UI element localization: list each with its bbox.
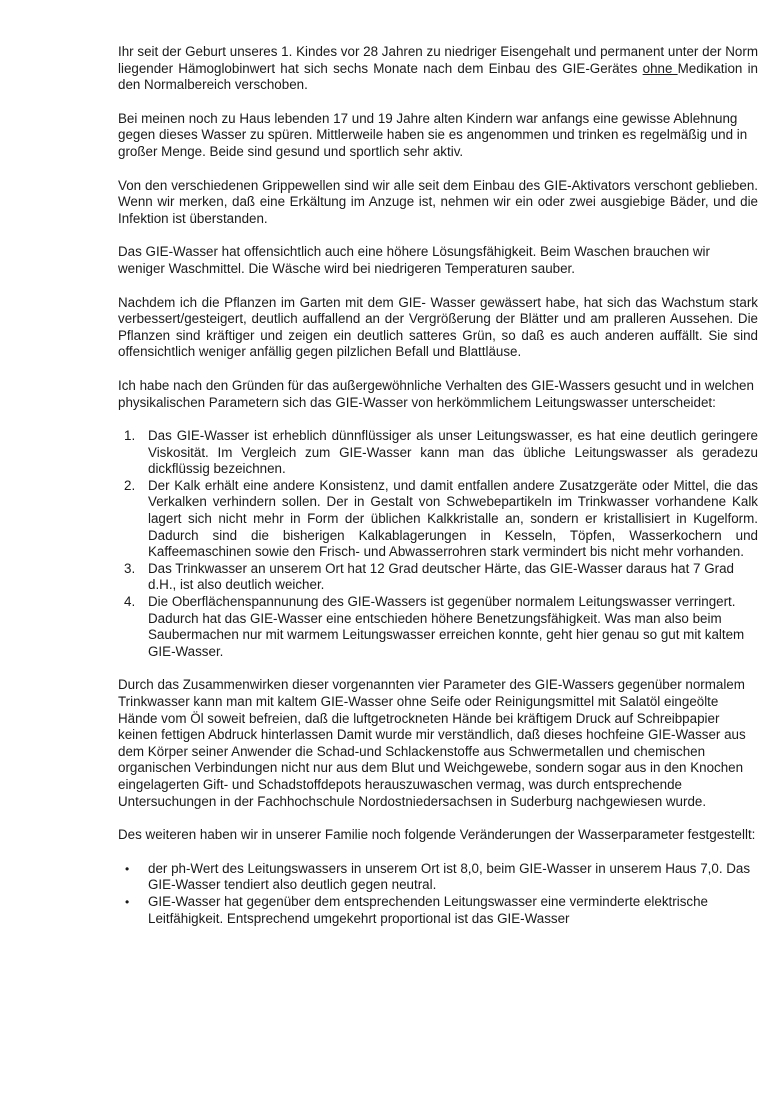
paragraph-flu: Von den verschiedenen Grippewellen sind wir alle seit dem Einbau des GIE-Aktivators verschont geblieben. Wenn wir merken, daß eine Erkältung im Anzuge ist, nehmen wir ein oder zwei ausgiebige Bäder, und die Infektion ist überstanden.	[118, 177, 758, 226]
list-number: 3.	[124, 560, 136, 576]
list-item-text: Der Kalk erhält eine andere Konsistenz, und damit entfallen andere Zusatzgeräte oder Mittel, die das Verkalken verhindern sollen. Der in Gestalt von Schwebepartikeln im Trinkwasser vorhandene Kalk lagert sich nicht mehr in Form der üblichen Kalkkristalle an, sondern er kristallisiert in Kugelform. Dadurch sind die bisherigen Kalkablagerungen in Kesseln, Töpfen, Wasserkochern und Kaffeemaschinen sowie den Frisch- und Abwasserrohren stark vermindert bis nicht mehr vorhanden.	[148, 477, 758, 560]
bullet-icon: •	[125, 894, 130, 909]
list-item-text: Die Oberflächenspannunung des GIE-Wassers ist gegenüber normalem Leitungswasser verringert. Dadurch hat das GIE-Wasser eine entschieden höhere Benetzungsfähigkeit. Was man also beim Saubermachen nur mit warmem Leitungswasser erreichen konnte, geht hier genau so gut mit kaltem GIE-Wasser.	[148, 594, 745, 659]
paragraph-reasons: Ich habe nach den Gründen für das außergewöhnliche Verhalten des GIE-Wassers gesucht und in welchen physikalischen Parametern sich das GIE-Wasser von herkömmlichem Leitungswasser unterscheidet:	[118, 377, 754, 410]
paragraph-family-changes: Des weiteren haben wir in unserer Familie noch folgende Veränderungen der Wasserparameter festgestellt:	[118, 827, 756, 843]
paragraph-washing: Das GIE-Wasser hat offensichtlich auch eine höhere Lösungsfähigkeit. Beim Waschen brauchen wir weniger Waschmittel. Die Wäsche wird bei niedrigeren Temperaturen sauber.	[118, 244, 710, 276]
list-item	[118, 861, 758, 894]
paragraph-hemoglobin	[118, 44, 758, 94]
list-item-text: GIE-Wasser hat gegenüber dem entsprechenden Leitungswasser eine verminderte elektrische Leitfähigkeit. Entsprechend umgekehrt proportional ist das GIE-Wasser	[148, 893, 708, 926]
paragraph-parameters: Durch das Zusammenwirken dieser vorgenannten vier Parameter des GIE-Wassers gegenüber normalem Trinkwasser kann man mit kaltem GIE-Wasser ohne Seife oder Reinigungsmittel mit Salatöl eingeölte Hände vom Öl soweit befreien, daß die luftgetrockneten Hände bei kräftigem Druck auf Schreibpapier keinen fettigen Abdruck hinterlassen Damit wurde mir verständlich, daß dieses hochfeine GIE-Wasser aus dem Körper seiner Anwender die Schad-und Schlackenstoffe aus Schwermetallen und chemischen organischen Verbindungen nicht nur aus dem Blut und Weichgewebe, sondern sogar aus in den Knochen eingelagerten Gift- und Schadstoffdepots herauszuwaschen vermag, was durch entsprechende Untersuchungen in der Fachhochschule Nordostniedersachsen in Suderburg nachgewiesen wurde.	[118, 677, 746, 809]
bullet-icon: •	[125, 861, 130, 876]
list-item	[118, 561, 758, 594]
paragraph-plants: Nachdem ich die Pflanzen im Garten mit dem GIE- Wasser gewässert habe, hat sich das Wachstum stark verbessert/gesteigert, deutlich auffallend an der Vergrößerung der Blätter und am pralleren Aussehen. Die Pflanzen sind kräftiger und zeigen ein deutlich satteres Grün, so daß es auch anderen auffällt. Sie sind offensichtlich weniger anfällig gegen pilzlichen Befall und Blattläuse.	[118, 294, 758, 360]
list-number: 4.	[124, 594, 136, 610]
list-number: 1.	[124, 428, 136, 444]
bullet-list	[118, 861, 758, 927]
list-item-text: Das Trinkwasser an unserem Ort hat 12 Grad deutscher Härte, das GIE-Wasser daraus hat 7 Grad d.H., ist also deutlich weicher.	[148, 560, 734, 593]
list-item	[118, 894, 758, 927]
list-item	[118, 428, 758, 478]
document-page	[118, 44, 758, 944]
text-run: Ihr seit der Geburt unseres 1. Kindes vor 28 Jahren zu niedriger Eisengehalt und permanent unter der Norm liegender Hämoglobinwert hat sich sechs Monate nach dem Einbau des GIE-Gerätes	[118, 44, 758, 76]
underlined-word: ohne	[642, 60, 678, 76]
list-number: 2.	[124, 477, 136, 493]
paragraph-children: Bei meinen noch zu Haus lebenden 17 und 19 Jahre alten Kindern war anfangs eine gewisse Ablehnung gegen dieses Wasser zu spüren. Mittlerweile haben sie es angenommen und trinken es regelmäßig und in großer Menge. Beide sind gesund und sportlich sehr aktiv.	[118, 110, 748, 159]
numbered-list	[118, 428, 758, 660]
list-item	[118, 594, 758, 660]
list-item-text: der ph-Wert des Leitungswassers in unserem Ort ist 8,0, beim GIE-Wasser in unserem Haus 7,0. Das GIE-Wasser tendiert also deutlich gegen neutral.	[148, 860, 751, 893]
list-item	[118, 478, 758, 561]
text-run: Medikation in den Normalbereich verschoben.	[118, 60, 759, 93]
list-item-text: Das GIE-Wasser ist erheblich dünnflüssiger als unser Leitungswasser, es hat eine deutlich geringere Viskosität. Im Vergleich zum GIE-Wasser kann man das übliche Leitungswasser als geradezu dickflüssig bezeichnen.	[148, 428, 758, 477]
